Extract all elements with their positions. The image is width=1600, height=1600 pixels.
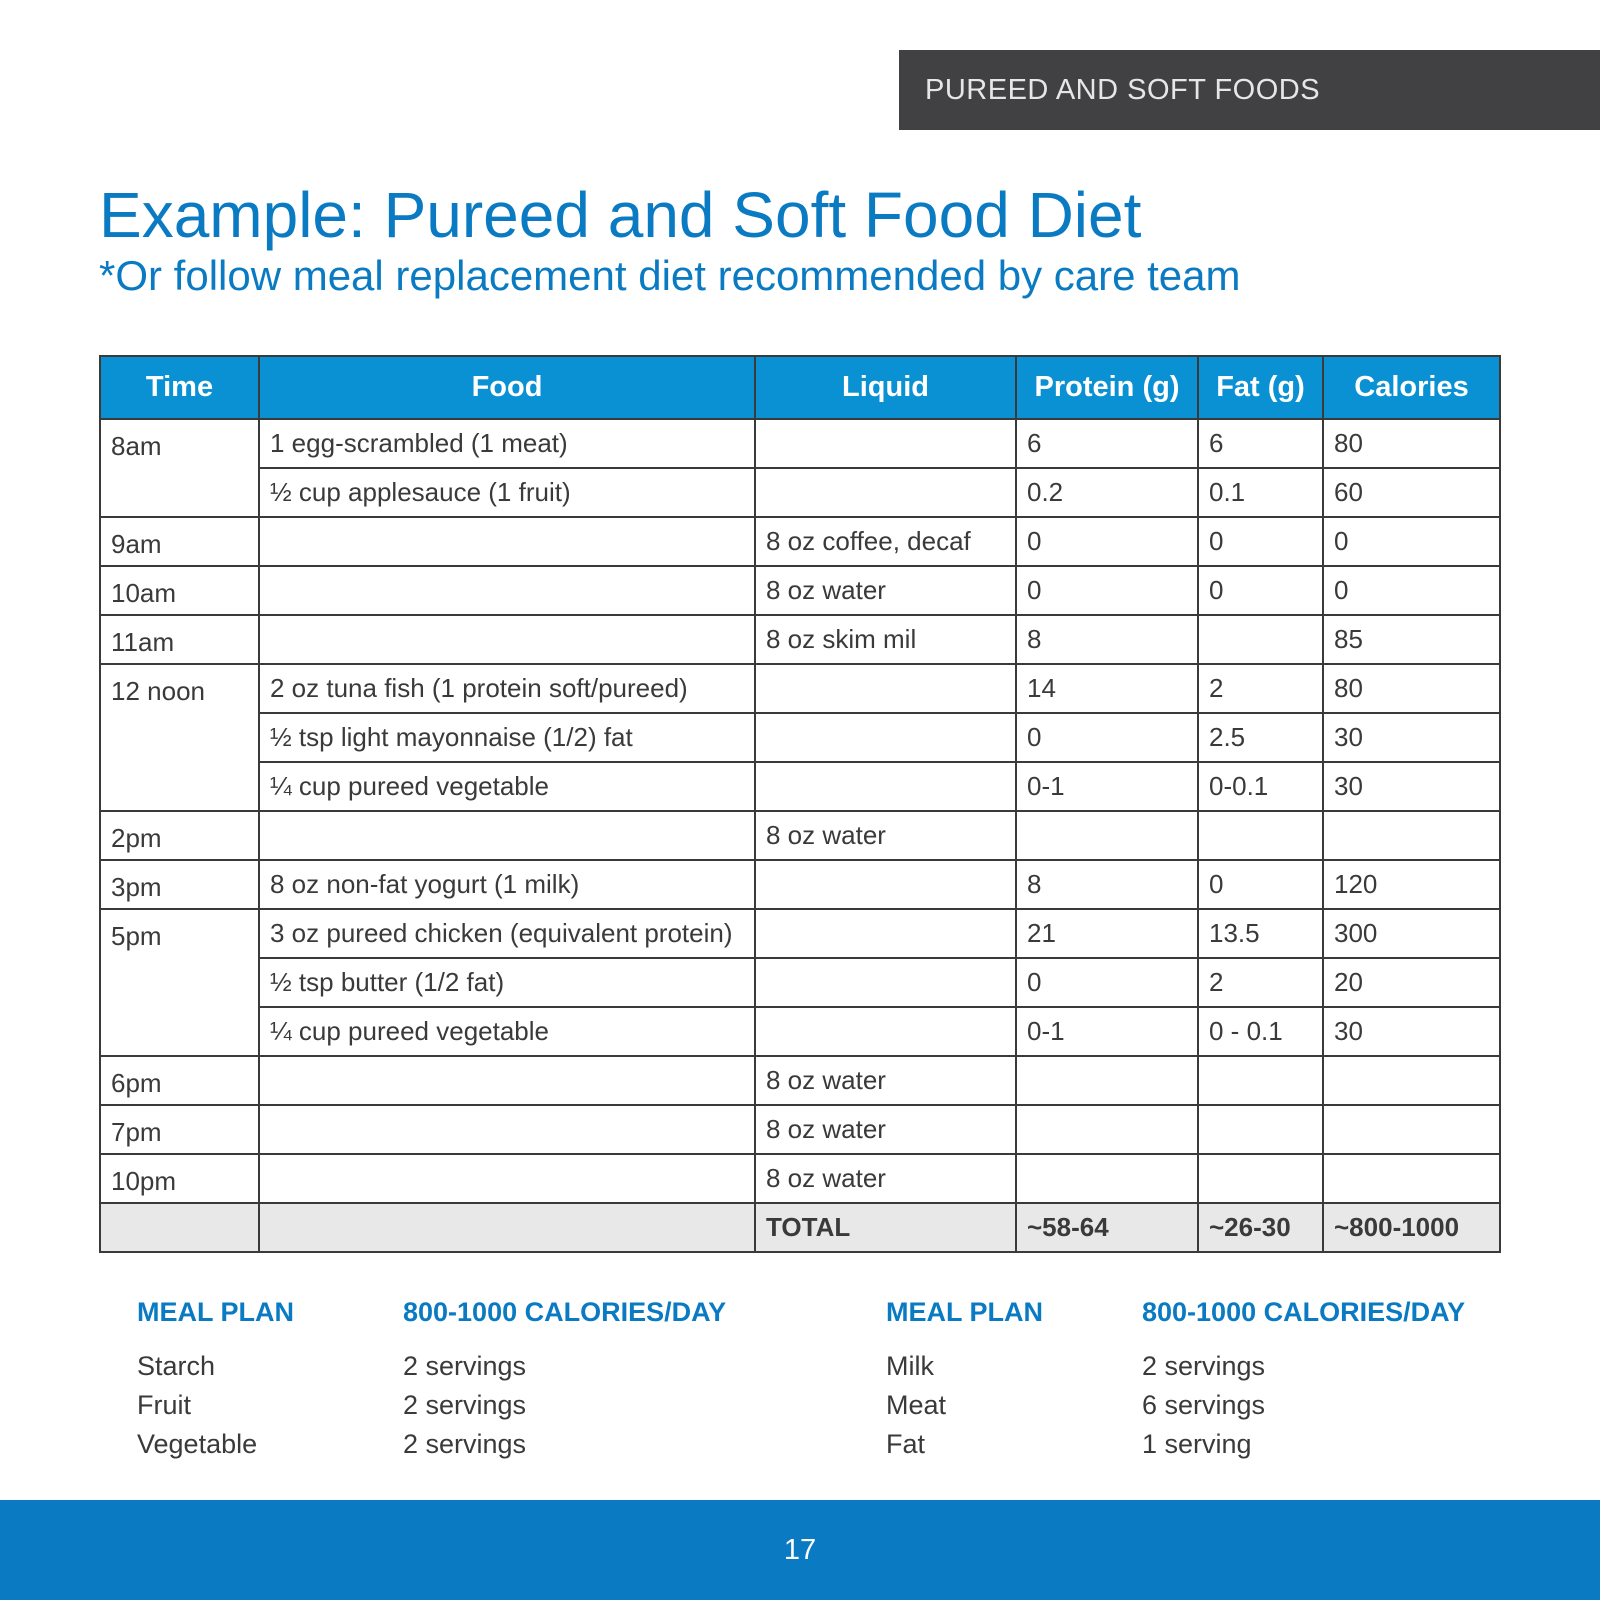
fat-cell: 13.5 (1198, 909, 1323, 958)
calories-cell: 0 (1323, 517, 1500, 566)
liquid-cell (755, 664, 1016, 713)
calories-cell: 30 (1323, 762, 1500, 811)
table-row (100, 664, 1500, 713)
calories-cell: 85 (1323, 615, 1500, 664)
protein-cell: 0 (1016, 958, 1198, 1007)
protein-cell: 0 (1016, 713, 1198, 762)
food-cell: ¼ cup pureed vegetable (259, 1007, 755, 1056)
meal-plan-item-label: Fat (886, 1429, 926, 1459)
section-tab: PUREED AND SOFT FOODS (899, 50, 1600, 130)
liquid-cell (755, 1007, 1016, 1056)
table-row (100, 713, 1500, 762)
calories-cell (1323, 1154, 1500, 1203)
protein-cell: 0 (1016, 517, 1198, 566)
time-cell: 5pm (100, 909, 259, 1056)
liquid-cell (755, 762, 1016, 811)
food-cell: ½ tsp light mayonnaise (1/2) fat (259, 713, 755, 762)
food-cell (259, 811, 755, 860)
calories-cell: 300 (1323, 909, 1500, 958)
total-food-cell (259, 1203, 755, 1252)
time-cell: 8am (100, 419, 259, 517)
table-row (100, 958, 1500, 1007)
liquid-cell (755, 419, 1016, 468)
page-subtitle: *Or follow meal replacement diet recommended by care team (99, 252, 1241, 299)
meal-plan-item-servings: 2 servings (403, 1429, 527, 1459)
fat-cell: 0 (1198, 566, 1323, 615)
meal-plan-item-label: Fruit (137, 1390, 191, 1420)
calories-cell: 80 (1323, 664, 1500, 713)
liquid-cell (755, 958, 1016, 1007)
meal-plan-item-label: Milk (886, 1351, 934, 1381)
meal-plan-left-labels (137, 1297, 294, 1464)
calories-cell (1323, 1105, 1500, 1154)
meal-plan-item-servings: 2 servings (403, 1351, 527, 1381)
fat-cell: 0 (1198, 517, 1323, 566)
calories-cell: 120 (1323, 860, 1500, 909)
table-row (100, 860, 1500, 909)
time-cell: 10pm (100, 1154, 259, 1203)
protein-cell: 0-1 (1016, 1007, 1198, 1056)
meal-plan-item-servings: 2 servings (1142, 1351, 1266, 1381)
food-cell (259, 517, 755, 566)
diet-table (99, 355, 1501, 1253)
liquid-cell: 8 oz water (755, 1056, 1016, 1105)
time-cell: 10am (100, 566, 259, 615)
food-cell (259, 1154, 755, 1203)
liquid-cell (755, 860, 1016, 909)
fat-cell: 2 (1198, 958, 1323, 1007)
protein-cell: 21 (1016, 909, 1198, 958)
food-cell: 2 oz tuna fish (1 protein soft/pureed) (259, 664, 755, 713)
time-cell: 9am (100, 517, 259, 566)
protein-cell (1016, 1154, 1198, 1203)
food-cell (259, 1105, 755, 1154)
table-row (100, 1056, 1500, 1105)
protein-cell (1016, 1105, 1198, 1154)
column-header-time: Time (100, 356, 259, 419)
table-row (100, 762, 1500, 811)
meal-plan-heading: MEAL PLAN (137, 1297, 295, 1327)
protein-cell: 0 (1016, 566, 1198, 615)
calories-cell: 60 (1323, 468, 1500, 517)
protein-cell: 6 (1016, 419, 1198, 468)
calories-cell (1323, 1056, 1500, 1105)
column-header-protein: Protein (g) (1016, 356, 1198, 419)
fat-cell: 0.1 (1198, 468, 1323, 517)
meal-plan-right-labels (886, 1297, 1043, 1464)
food-cell: 1 egg-scrambled (1 meat) (259, 419, 755, 468)
meal-plan-item-servings: 2 servings (403, 1390, 527, 1420)
time-cell: 2pm (100, 811, 259, 860)
table-row (100, 566, 1500, 615)
fat-cell (1198, 1154, 1323, 1203)
liquid-cell (755, 468, 1016, 517)
calories-cell: 20 (1323, 958, 1500, 1007)
calories-per-day-heading: 800-1000 CALORIES/DAY (403, 1297, 727, 1327)
protein-cell (1016, 811, 1198, 860)
column-header-food: Food (259, 356, 755, 419)
meal-plan-heading: MEAL PLAN (886, 1297, 1044, 1327)
liquid-cell (755, 713, 1016, 762)
food-cell (259, 1056, 755, 1105)
fat-cell: 0 - 0.1 (1198, 1007, 1323, 1056)
protein-cell: 0.2 (1016, 468, 1198, 517)
table-row (100, 468, 1500, 517)
table-row (100, 517, 1500, 566)
food-cell: ¼ cup pureed vegetable (259, 762, 755, 811)
calories-per-day-heading: 800-1000 CALORIES/DAY (1142, 1297, 1466, 1327)
page-number: 17 (783, 1533, 817, 1566)
column-header-liquid: Liquid (755, 356, 1016, 419)
time-cell: 12 noon (100, 664, 259, 811)
total-protein: ~58-64 (1016, 1203, 1198, 1252)
time-cell: 11am (100, 615, 259, 664)
fat-cell (1198, 1056, 1323, 1105)
liquid-cell: 8 oz water (755, 1154, 1016, 1203)
fat-cell: 0 (1198, 860, 1323, 909)
column-header-calories: Calories (1323, 356, 1500, 419)
liquid-cell: 8 oz coffee, decaf (755, 517, 1016, 566)
liquid-cell: 8 oz water (755, 566, 1016, 615)
fat-cell: 0-0.1 (1198, 762, 1323, 811)
table-row (100, 1154, 1500, 1203)
time-cell: 3pm (100, 860, 259, 909)
time-cell: 6pm (100, 1056, 259, 1105)
liquid-cell (755, 909, 1016, 958)
food-cell (259, 566, 755, 615)
food-cell (259, 615, 755, 664)
diet-table-head (100, 356, 1500, 419)
page-title: Example: Pureed and Soft Food Diet (99, 179, 1142, 251)
liquid-cell: 8 oz water (755, 811, 1016, 860)
calories-cell (1323, 811, 1500, 860)
liquid-cell: 8 oz water (755, 1105, 1016, 1154)
meal-plan-item-label: Vegetable (137, 1429, 258, 1459)
total-fat: ~26-30 (1198, 1203, 1323, 1252)
protein-cell: 0-1 (1016, 762, 1198, 811)
fat-cell: 2 (1198, 664, 1323, 713)
time-cell: 7pm (100, 1105, 259, 1154)
total-label: TOTAL (755, 1203, 1016, 1252)
page-footer (0, 1500, 1600, 1600)
calories-cell: 0 (1323, 566, 1500, 615)
protein-cell: 8 (1016, 860, 1198, 909)
fat-cell (1198, 811, 1323, 860)
header-row (100, 356, 1500, 419)
meal-plan-left-values (403, 1297, 726, 1464)
table-row (100, 1007, 1500, 1056)
meal-plan-item-label: Starch (137, 1351, 216, 1381)
food-cell: 3 oz pureed chicken (equivalent protein) (259, 909, 755, 958)
protein-cell: 14 (1016, 664, 1198, 713)
calories-cell: 30 (1323, 1007, 1500, 1056)
food-cell: 8 oz non-fat yogurt (1 milk) (259, 860, 755, 909)
fat-cell (1198, 1105, 1323, 1154)
diet-table-body (100, 419, 1500, 1252)
fat-cell: 6 (1198, 419, 1323, 468)
meal-plan-item-servings: 1 serving (1142, 1429, 1252, 1459)
total-row (100, 1203, 1500, 1252)
protein-cell (1016, 1056, 1198, 1105)
table-row (100, 811, 1500, 860)
food-cell: ½ tsp butter (1/2 fat) (259, 958, 755, 1007)
table-row (100, 615, 1500, 664)
fat-cell (1198, 615, 1323, 664)
liquid-cell: 8 oz skim mil (755, 615, 1016, 664)
table-row (100, 419, 1500, 468)
column-header-fat: Fat (g) (1198, 356, 1323, 419)
meal-plan-item-servings: 6 servings (1142, 1390, 1266, 1420)
table-row (100, 1105, 1500, 1154)
total-calories: ~800-1000 (1323, 1203, 1500, 1252)
meal-plan-item-label: Meat (886, 1390, 947, 1420)
table-row (100, 909, 1500, 958)
food-cell: ½ cup applesauce (1 fruit) (259, 468, 755, 517)
fat-cell: 2.5 (1198, 713, 1323, 762)
protein-cell: 8 (1016, 615, 1198, 664)
total-time-cell (100, 1203, 259, 1252)
meal-plan-right-values (1142, 1297, 1465, 1464)
calories-cell: 80 (1323, 419, 1500, 468)
calories-cell: 30 (1323, 713, 1500, 762)
